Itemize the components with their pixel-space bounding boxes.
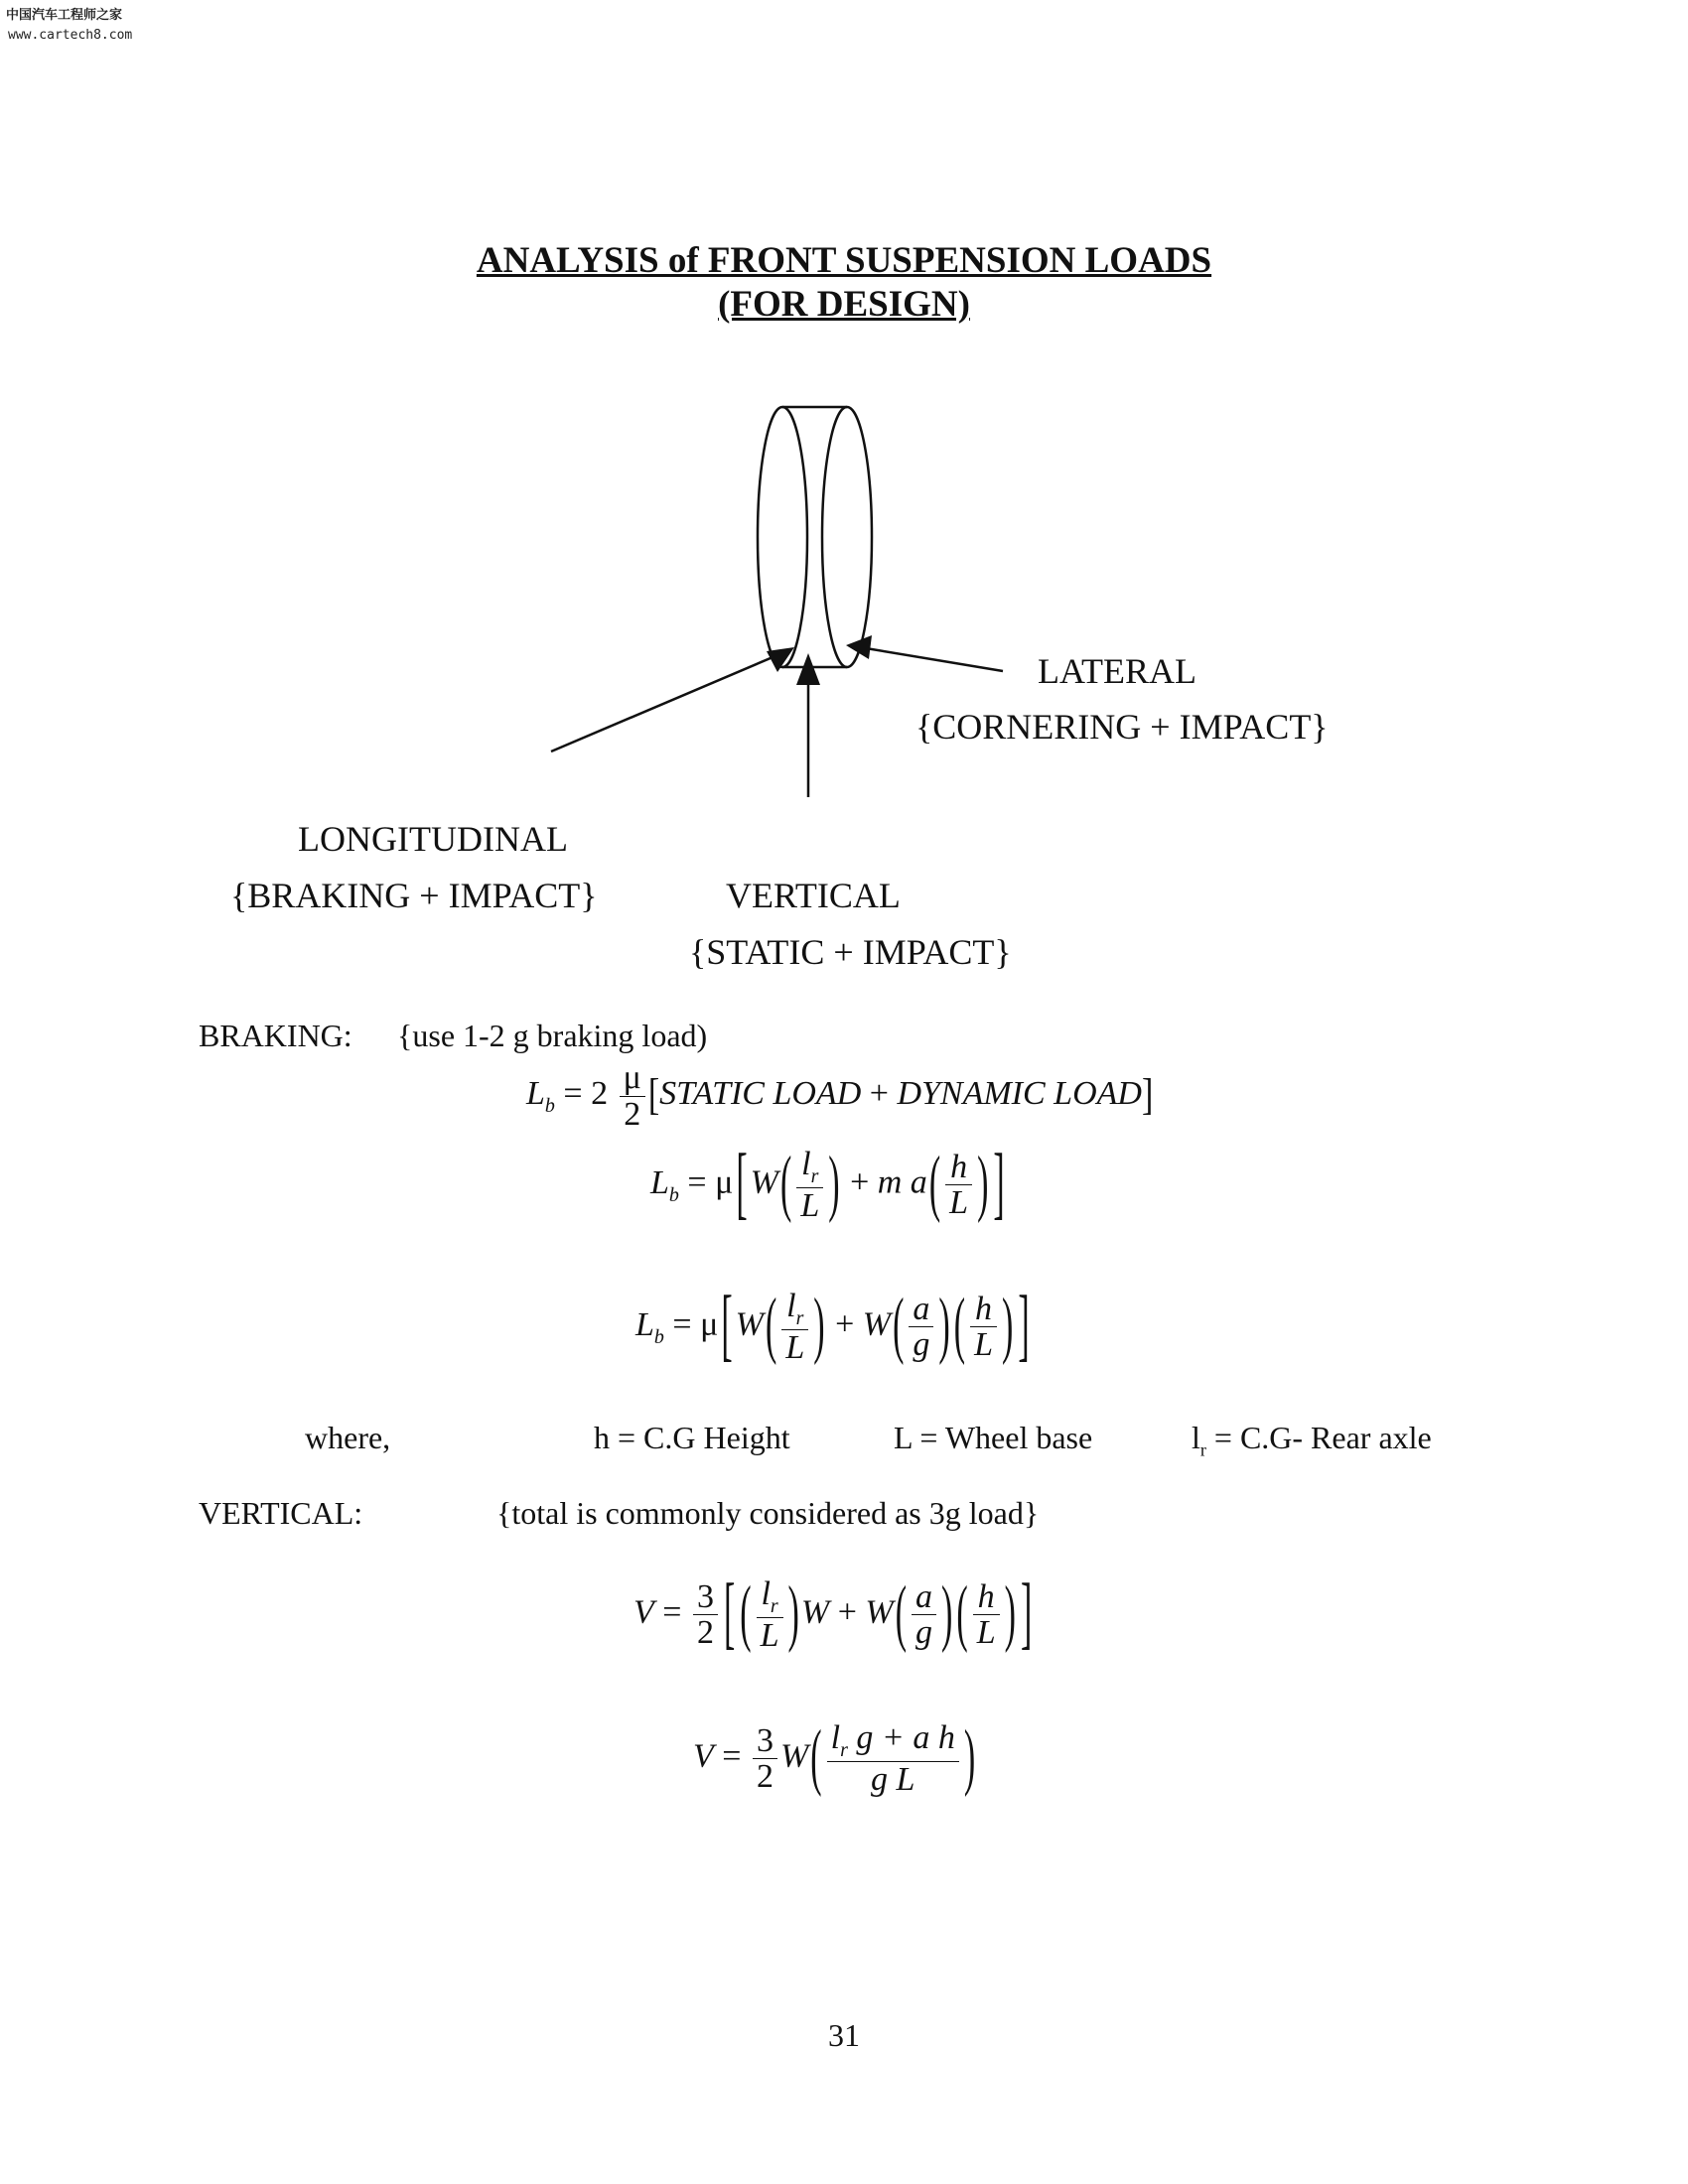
- lateral-arrow: [860, 647, 1003, 671]
- page-subtitle: (FOR DESIGN): [718, 284, 970, 325]
- lr-definition: $l_r = C.G-$ Rear axle: [1192, 1420, 1432, 1460]
- equation-braking-3: $L_b = \mu[W$( $\frac{l_r}{L}$ ) + W( $\frac{a}{g}$ ) ( $\frac{h}{L}$ ) ]: [635, 1282, 1030, 1370]
- lateral-label: LATERAL: [1038, 651, 1196, 691]
- where-label: where,: [305, 1420, 391, 1455]
- longitudinal-arrow: [551, 652, 784, 751]
- watermark-url: www.cartech8.com: [8, 28, 133, 43]
- vertical-desc: {STATIC + IMPACT}: [689, 932, 1012, 972]
- static-load-term: STATIC LOAD: [659, 1074, 862, 1112]
- braking-label: BRAKING:: [199, 1018, 352, 1053]
- vertical-label: VERTICAL: [726, 876, 901, 915]
- equation-braking-1: $L_b = 2$ $\frac{\mu}{2}$ [STATIC LOAD + DYNAMIC LOAD]: [526, 1059, 1154, 1133]
- equation-vertical-2: V = $\frac{3}{2}$ W( $\frac{l_r g + a h}{\text{g L}}$ ): [693, 1716, 976, 1799]
- h-definition: h = C.G Height: [594, 1420, 790, 1455]
- dynamic-load-term: DYNAMIC LOAD: [897, 1074, 1142, 1112]
- wheel-icon: [758, 407, 872, 667]
- page-title: ANALYSIS of FRONT SUSPENSION LOADS: [476, 240, 1212, 281]
- wheel-load-diagram: [0, 0, 1688, 993]
- page-number: 31: [828, 2017, 860, 2053]
- vertical-section-note: {total is commonly considered as 3g load}: [496, 1495, 1040, 1531]
- L-definition: L = Wheel base: [894, 1420, 1093, 1455]
- lateral-desc: {CORNERING + IMPACT}: [915, 707, 1329, 747]
- longitudinal-desc: {BRAKING + IMPACT}: [230, 876, 598, 915]
- equation-braking-2: $L_b = \mu[W$( $\frac{l_r}{L}$ ) + m a( $\frac{h}{L}$ ) ]: [650, 1140, 1005, 1228]
- vertical-section-label: VERTICAL:: [199, 1495, 363, 1531]
- braking-note: {use 1-2 g braking load): [397, 1018, 708, 1053]
- watermark-site-name: 中国汽车工程师之家: [6, 8, 123, 23]
- equation-vertical-1: V = $\frac{3}{2}$ [ ( $\frac{l_r}{L}$ )W + W( $\frac{a}{g}$ ) ( $\frac{h}{L}$ ) ]: [633, 1570, 1033, 1658]
- longitudinal-label: LONGITUDINAL: [298, 819, 568, 859]
